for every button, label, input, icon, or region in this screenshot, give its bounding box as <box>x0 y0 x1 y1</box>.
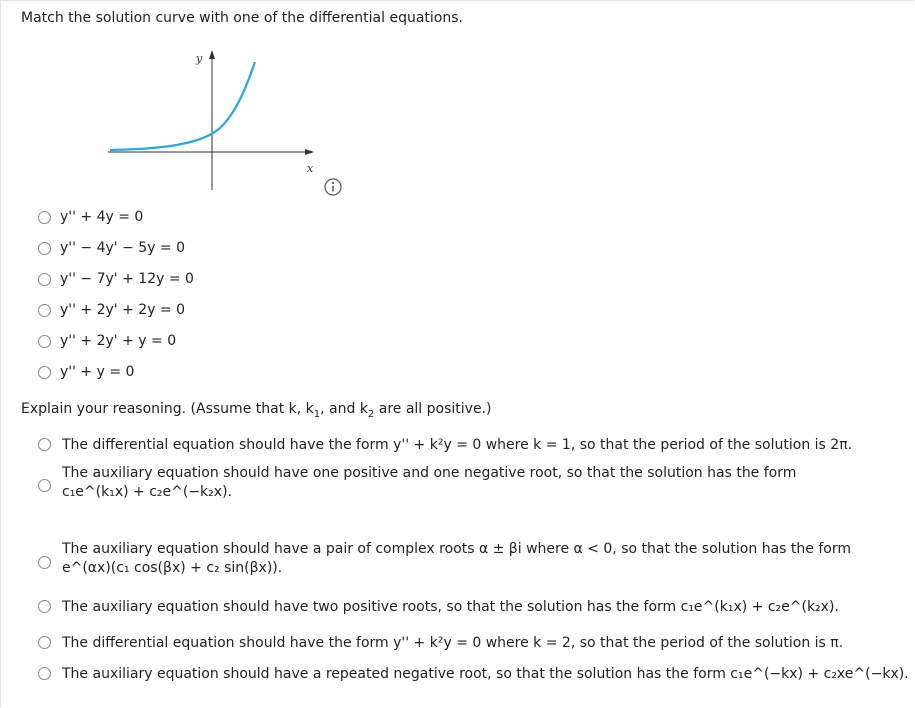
radio-button[interactable] <box>38 242 51 255</box>
radio-button[interactable] <box>38 273 51 286</box>
reason-text: The auxiliary equation should have a pair of complex roots α ± βi where α < 0, so that the solution has the form <box>62 541 851 557</box>
option-label: y'' + 2y' + 2y = 0 <box>60 302 186 318</box>
option-label: y'' − 7y' + 12y = 0 <box>60 271 194 287</box>
option-eq-3[interactable] <box>38 271 194 287</box>
reason-text: The auxiliary equation should have a repeated negative root, so that the solution has the form c₁e^(−kx) + c₂xe^(−kx). <box>62 666 909 682</box>
option-label: y'' + 2y' + y = 0 <box>60 333 177 349</box>
question-prompt: Match the solution curve with one of the differential equations. <box>21 10 463 26</box>
radio-button[interactable] <box>38 438 51 451</box>
radio-button[interactable] <box>38 211 51 224</box>
option-label: y'' + y = 0 <box>60 364 135 380</box>
option-label: y'' − 4y' − 5y = 0 <box>60 240 186 256</box>
y-axis-arrow <box>209 50 215 59</box>
reason-formula: c₁e^(k₁x) + c₂e^(−k₂x). <box>62 484 232 500</box>
reason-text: The auxiliary equation should have two positive roots, so that the solution has the form c₁e^(k₁x) + c₂e^(k₂x). <box>62 599 839 615</box>
option-label: y'' + 4y = 0 <box>60 209 144 225</box>
x-axis-arrow <box>305 149 314 155</box>
radio-button[interactable] <box>38 304 51 317</box>
solution-curve <box>110 62 255 150</box>
radio-button[interactable] <box>38 335 51 348</box>
reason-text: The auxiliary equation should have one positive and one negative root, so that the solution has the form <box>62 465 797 481</box>
reason-formula: e^(αx)(c₁ cos(βx) + c₂ sin(βx)). <box>62 560 283 576</box>
x-axis-label: x <box>307 162 314 175</box>
y-axis-label: y <box>196 52 203 65</box>
reason-text: The differential equation should have the form y'' + k²y = 0 where k = 1, so that the period of the solution is 2π. <box>62 437 853 453</box>
explain-heading: Explain your reasoning. (Assume that k, $k_1$, and $k_2$ are all positive.) <box>21 401 492 420</box>
option-eq-4[interactable] <box>38 302 185 318</box>
option-eq-5[interactable] <box>38 333 176 349</box>
radio-button[interactable] <box>38 479 51 492</box>
info-icon[interactable] <box>323 177 343 197</box>
option-eq-2[interactable] <box>38 240 185 256</box>
radio-button[interactable] <box>38 636 51 649</box>
option-eq-1[interactable] <box>38 209 143 225</box>
radio-button[interactable] <box>38 600 51 613</box>
radio-button[interactable] <box>38 366 51 379</box>
radio-button[interactable] <box>38 556 51 569</box>
radio-button[interactable] <box>38 667 51 680</box>
solution-curve-graph <box>108 48 318 193</box>
reason-text: The differential equation should have the form y'' + k²y = 0 where k = 2, so that the period of the solution is π. <box>62 635 844 651</box>
option-eq-6[interactable] <box>38 364 134 380</box>
